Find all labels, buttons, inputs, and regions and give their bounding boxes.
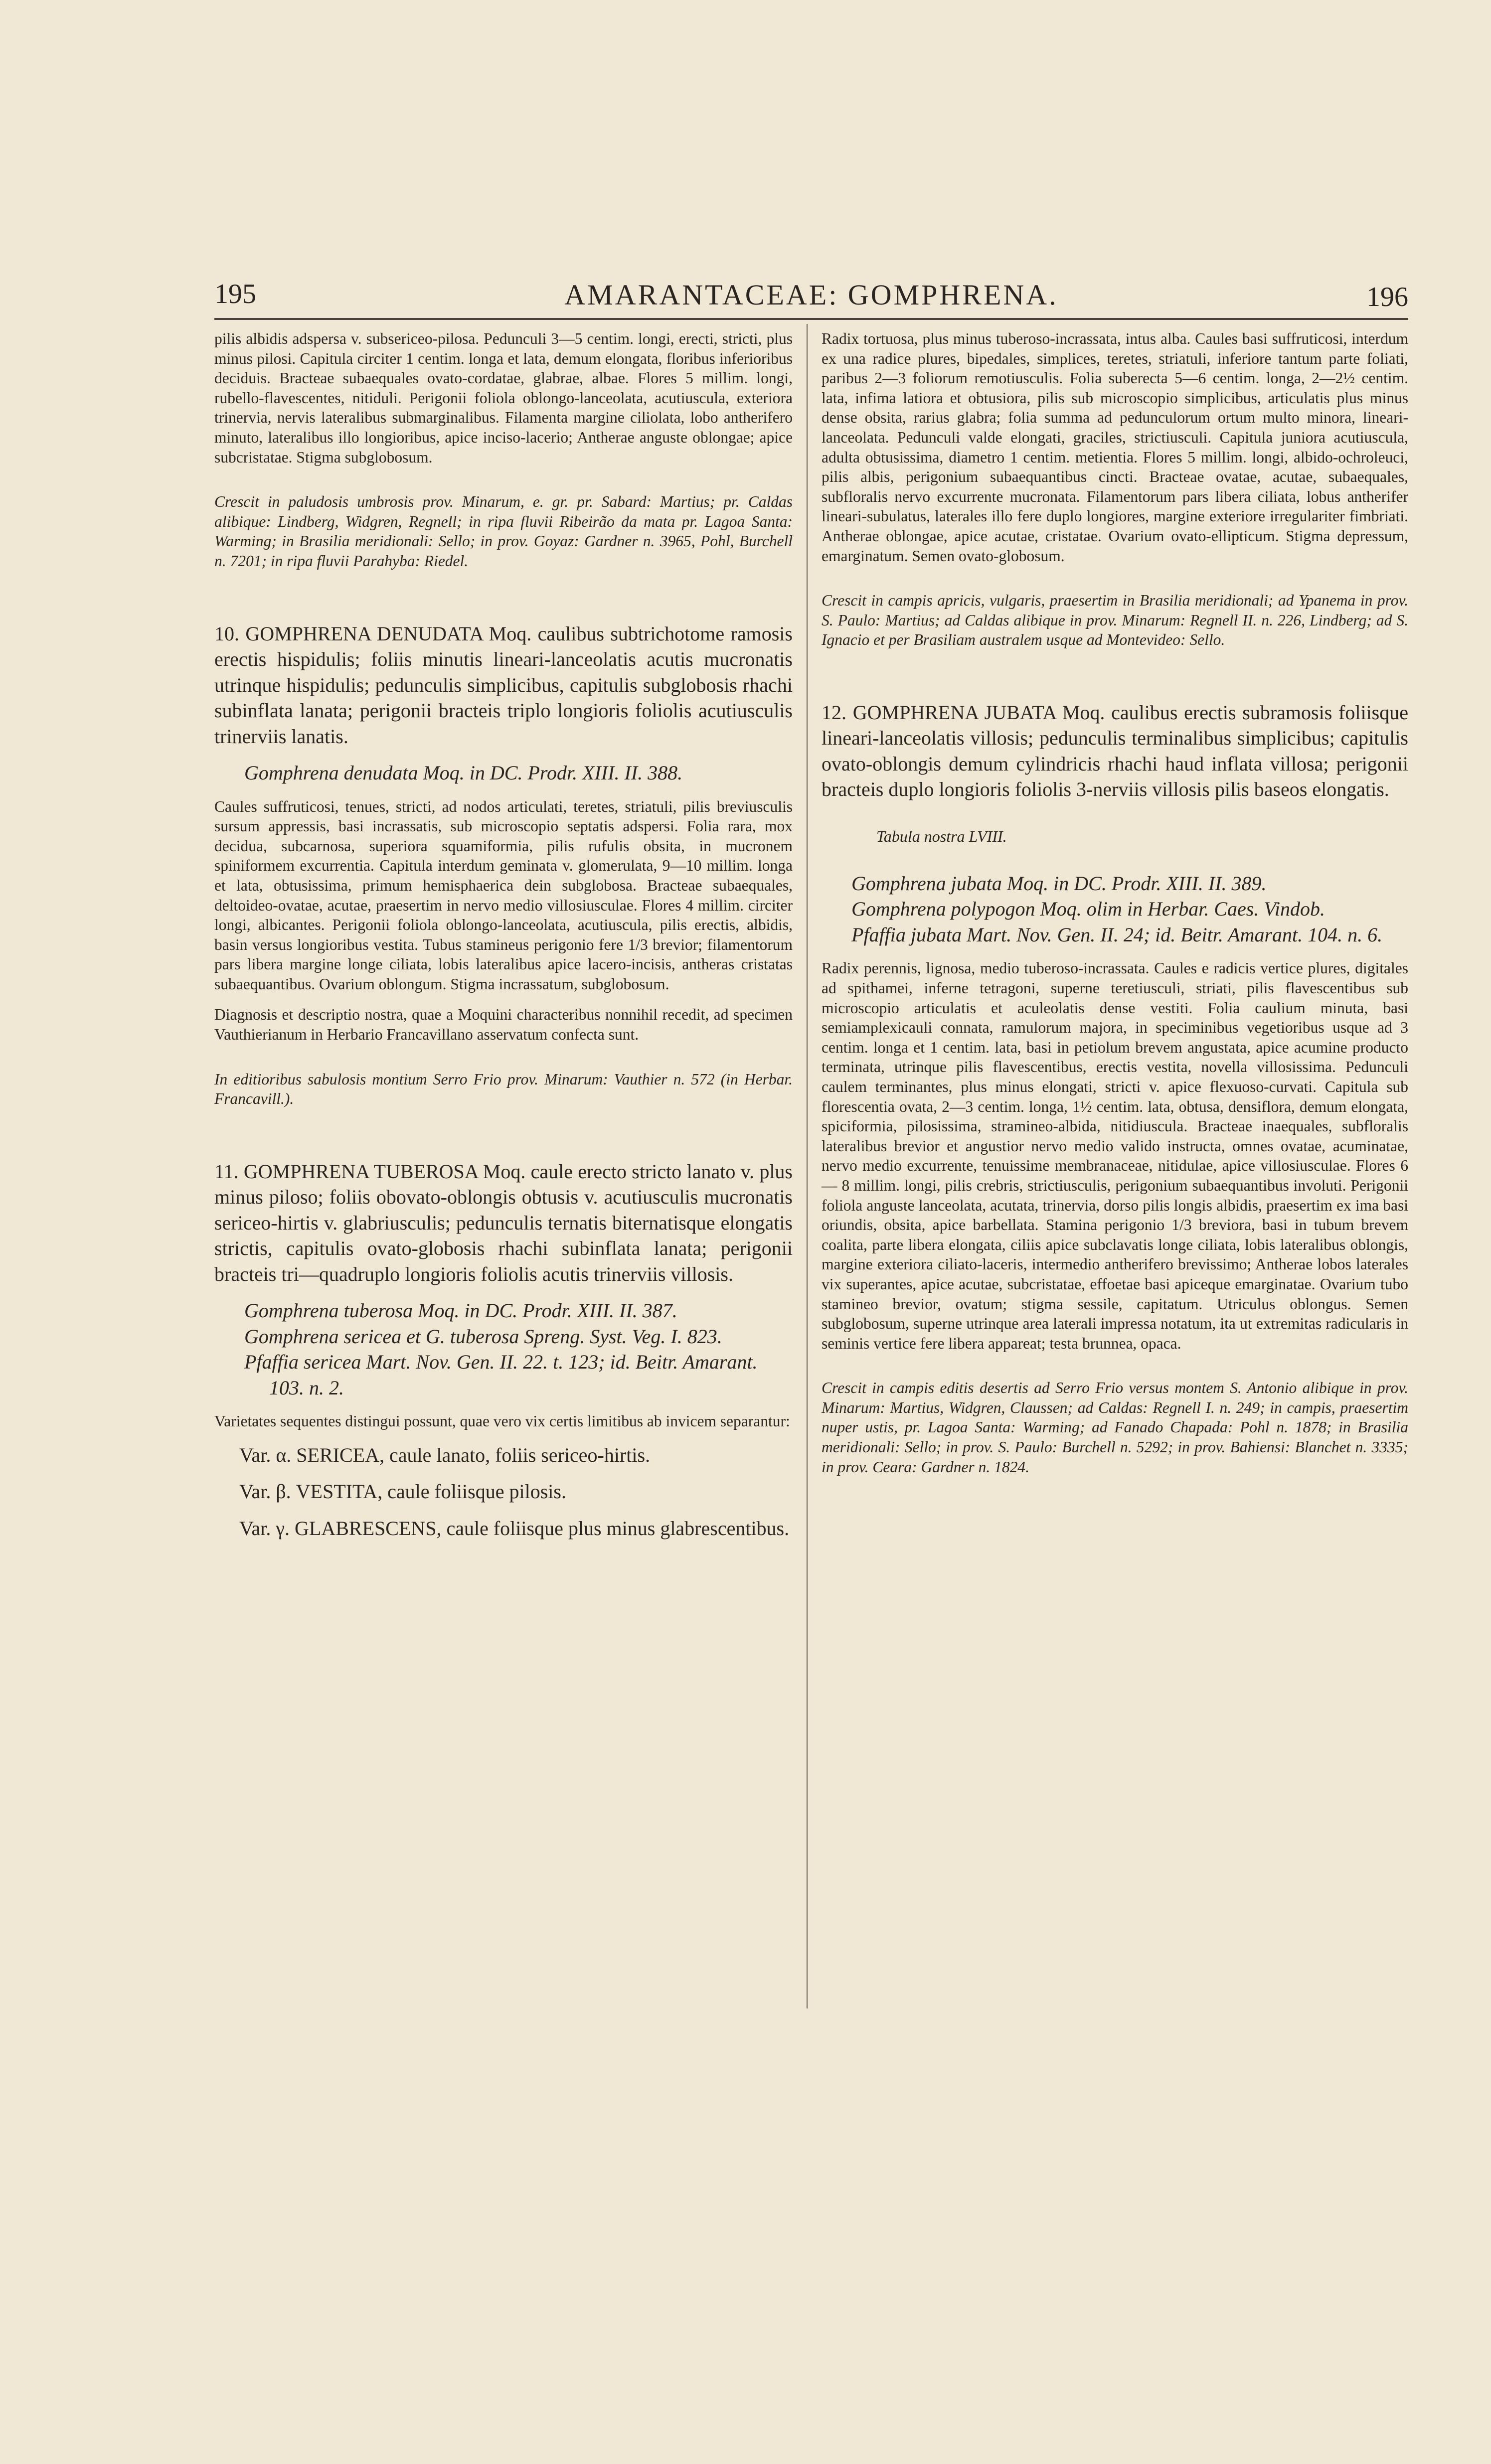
variety-alpha: Var. α. SERICEA, caule lanato, foliis sericeo-hirtis.: [239, 1443, 651, 1466]
species-10-note: Diagnosis et descriptio nostra, quae a Moquini characteribus nonnihil recedit, ad specimen Vauthierianum in Herbario Francavillano asservatum confecta sunt.: [214, 1006, 793, 1044]
continued-habitat: Crescit in paludosis umbrosis prov. Minarum, e. gr. pr. Sabard: Martius; pr. Caldas alibique: Lindberg, Widgren, Regnell; in ripa fluvii Ribeirão da mata pr. Lagoa Santa: Warming; in Brasilia meridionali: Sello; in prov. Goyaz: Gardner n. 3965, Pohl, Burchell n. 7201; in ripa fluvii Parahyba: Riedel.: [214, 493, 793, 570]
running-header: [214, 273, 1408, 313]
species-12-description: Radix perennis, lignosa, medio tuberoso-incrassata. Caules e radicis vertice plures, digitales ad spithamei, inferne tetragoni, superne teretiusculi, striati, pilis flavescentibus sub microscopio articulatis et aculeolatis dense vestiti. Folia caulium minuta, basi semiamplexicauli connata, ramulorum majora, in speciminibus vegetioribus usque ad 3 centim. longa et 1 centim. lata, basi in petiolum brevem angustata, apice acumine producto terminata, utrinque pilis flavescentibus, erectis vestita, novella villosissima. Pedunculi caulem terminantes, plus minus elongati, stricti v. apice flexuoso-curvati. Capitula sub florescentia ovata, 2—3 centim. longa, 1½ centim. lata, obtusa, densiflora, demum elongata, spiciformia, pilosissima, stramineo-albida, nitidiuscula. Bracteae inaequales, subfloralis lateralibus brevior et angustior nervo medio valido instructa, omnes ovatae, acuminatae, nervo medio excurrente, tenuissime membranaceae, nitidulae, apice villosiusculae. Flores 6 — 8 millim. longi, pilis crebris, strictiusculis, perigonium subaequantibus involuti. Perigonii foliola anguste lanceolata, acutata, trinervia, dorso pilis longis albidis, praesertim ex ima basi oriundis, obsita, apice barbellata. Stamina perigonio 1/3 breviora, basi in tubum brevem coalita, parte libera elongata, ciliis apice subclavatis longe ciliata, lobis lateralibus oblongis, margine exteriora ciliato-laceris, intermedio antherifero brevissimo; Antherae lobos laterales vix superantes, apice acutae, subcristatae, effoetae basi apiceque emarginatae. Ovarium tubo stamineo brevior, ovatum; stigma sessile, capitatum. Utriculus oblongus. Semen subglobosum, superne utrinque area laterali impressa notatum, ita ut extremitas radicularis in seminis vertice fere libera appareat; testa brunnea, opaca.: [822, 959, 1408, 1352]
running-title: AMARANTACEAE: GOMPHRENA.: [564, 279, 1058, 311]
plate-reference: Tabula nostra LVIII.: [876, 827, 1007, 845]
species-12-reference: Gomphrena jubata Moq. in DC. Prodr. XIII. II. 389.: [851, 872, 1267, 895]
species-11-reference: Gomphrena tuberosa Moq. in DC. Prodr. XIII. II. 387.: [244, 1299, 677, 1322]
species-10-reference: Gomphrena denudata Moq. in DC. Prodr. XIII. II. 388.: [244, 762, 683, 784]
species-11-habitat: Crescit in campis apricis, vulgaris, praesertim in Brasilia meridionali; ad Ypanema in prov. S. Paulo: Martius; ad Caldas alibique in prov. Minarum: Regnell II. n. 226, Lindberg; ad S. Ignacio et per Brasiliam australem usque ad Montevideo: Sello.: [822, 592, 1408, 649]
variety-beta: Var. β. VESTITA, caule foliisque pilosis.: [239, 1480, 566, 1503]
page-number-left: 195: [214, 279, 256, 309]
species-12-habitat: Crescit in campis editis desertis ad Serro Frio versus montem S. Antonio alibique in prov. Minarum: Martius, Widgren, Claussen; ad Caldas: Regnell I. n. 249; in campis, praesertim nuper ustis, pr. Lagoa Santa: Warming; ad Fanado Chapada: Pohl n. 1878; in Brasilia meridionali: Sello; in prov. S. Paulo: Burchell n. 5292; in prov. Bahiensi: Blanchet n. 3335; in prov. Ceara: Gardner n. 1824.: [822, 1379, 1408, 1476]
species-11-description: Radix tortuosa, plus minus tuberoso-incrassata, intus alba. Caules basi suffruticosi, interdum ex una radice plures, bipedales, simplices, teretes, striatuli, inferiore tantum parte foliati, paribus 2—3 foliorum remotiusculis. Folia suberecta 5—6 centim. longa, 2—2½ centim. lata, infima latiora et obtusiora, pilis sub microscopio simplicibus, articulatis plus minus dense obsita, rarius glabra; folia summa ad pedunculorum ortum multo minora, lineari-lanceolata. Pedunculi valde elongati, graciles, strictiusculi. Capitula juniora acutiuscula, adulta obtusissima, diametro 1 centim. metientia. Flores 5 millim. longi, albido-ochroleuci, pilis albis, perigonium subaequantibus cincti. Bracteae ovatae, acutae, subaequales, subfloralis nervo excurrente mucronata. Filamentorum pars libera ciliata, lobus antherifer lineari-subulatus, laterales illo fere duplo longiores, margine exteriore irregulariter fimbriati. Antherae oblongae, apice acutae, cristatae. Ovarium ovato-ellipticum. Stigma depressum, emarginatum. Semen ovato-globosum.: [822, 330, 1408, 565]
column-divider: [807, 324, 808, 2008]
left-column: [214, 329, 793, 1541]
species-11-reference: Gomphrena sericea et G. tuberosa Spreng. Syst. Veg. I. 823.: [244, 1325, 722, 1348]
species-11-reference: Pfaffia sericea Mart. Nov. Gen. II. 22. t. 123; id. Beitr. Amarant. 103. n. 2.: [244, 1351, 758, 1399]
species-10-diagnosis: 10. GOMPHRENA DENUDATA Moq. caulibus subtrichotome ramosis erectis hispidulis; foliis minutis lineari-lanceolatis acutis mucronatis utrinque hispidulis; pedunculis simplicibus, capitulis subglobosis rhachi subinflata lanata; perigonii bracteis triplo longioris foliolis acutiusculis trinerviis lanatis.: [214, 622, 793, 748]
species-12-reference: Pfaffia jubata Mart. Nov. Gen. II. 24; id. Beitr. Amarant. 104. n. 6.: [851, 923, 1383, 946]
page-number-right: 196: [1366, 282, 1408, 312]
species-10-habitat: In editioribus sabulosis montium Serro Frio prov. Minarum: Vauthier n. 572 (in Herbar. Francavill.).: [214, 1070, 793, 1108]
variety-gamma: Var. γ. GLABRESCENS, caule foliisque plus minus glabrescentibus.: [239, 1517, 790, 1540]
header-rule: [214, 318, 1408, 320]
right-column: [822, 329, 1408, 1477]
species-12-reference: Gomphrena polypogon Moq. olim in Herbar. Caes. Vindob.: [851, 898, 1325, 921]
species-11-diagnosis: 11. GOMPHRENA TUBEROSA Moq. caule erecto stricto lanato v. plus minus piloso; foliis obovato-oblongis obtusis v. acutiusculis mucronatis sericeo-hirtis v. glabriusculis; pedunculis ternatis biternatisque elongatis strictis, capitulis ovato-globosis rhachi subinflata lanata; perigonii bracteis tri—quadruplo longioris foliolis acutis trinerviis villosis.: [214, 1160, 793, 1285]
species-12-diagnosis: 12. GOMPHRENA JUBATA Moq. caulibus erectis subramosis foliisque lineari-lanceolatis villosis; pedunculis terminalibus simplicibus; capitulis ovato-oblongis demum cylindricis rhachi haud inflata villosa; perigonii bracteis duplo longioris foliolis 3-nerviis villosis pilis baseos elongatis.: [822, 701, 1408, 801]
species-10-description: Caules suffruticosi, tenues, stricti, ad nodos articulati, teretes, striatuli, pilis breviusculis sursum appressis, basi incrassatis, sub microscopio septatis adspersi. Folia rara, mox decidua, subcarnosa, superiora squamiformia, pilis rufulis obsita, in mucronem spiniformem excurrentia. Capitula interdum geminata v. glomerulata, 9—10 millim. longa et lata, obtusissima, primum hemisphaerica dein subglobosa. Bracteae subaequales, deltoideo-ovatae, acutae, praesertim in nervo medio villosiusculae. Flores 4 millim. circiter longi, albicantes. Perigonii foliola oblongo-lanceolata, acutiuscula, pilis erectis, albidis, basin versus longioribus vestita. Tubus stamineus perigonio fere 1/3 brevior; filamentorum pars libera margine longe ciliata, lobis lateralibus apice lacero-incisis, antheras cristatas subaequantibus. Ovarium oblongum. Stigma incrassatum, subglobosum.: [214, 797, 793, 993]
species-11-varieties-note: Varietates sequentes distingui possunt, quae vero vix certis limitibus ab invicem separantur:: [214, 1412, 790, 1430]
continued-description: pilis albidis adspersa v. subsericeo-pilosa. Pedunculi 3—5 centim. longi, erecti, stricti, plus minus pilosi. Capitula circiter 1 centim. longa et lata, demum elongata, floribus inferioribus deciduis. Bracteae subaequales ovato-cordatae, glabrae, albae. Flores 5 millim. longi, rubello-flavescentes, nitiduli. Perigonii foliola oblongo-lanceolata, acutiuscula, exteriora trinervia, nervis lateralibus submarginalibus. Filamenta margine ciliolata, lobo antherifero minuto, lateralibus illo longioribus, apice inciso-lacerio; Antherae anguste oblongae; apice subcristatae. Stigma subglobosum.: [214, 330, 793, 466]
